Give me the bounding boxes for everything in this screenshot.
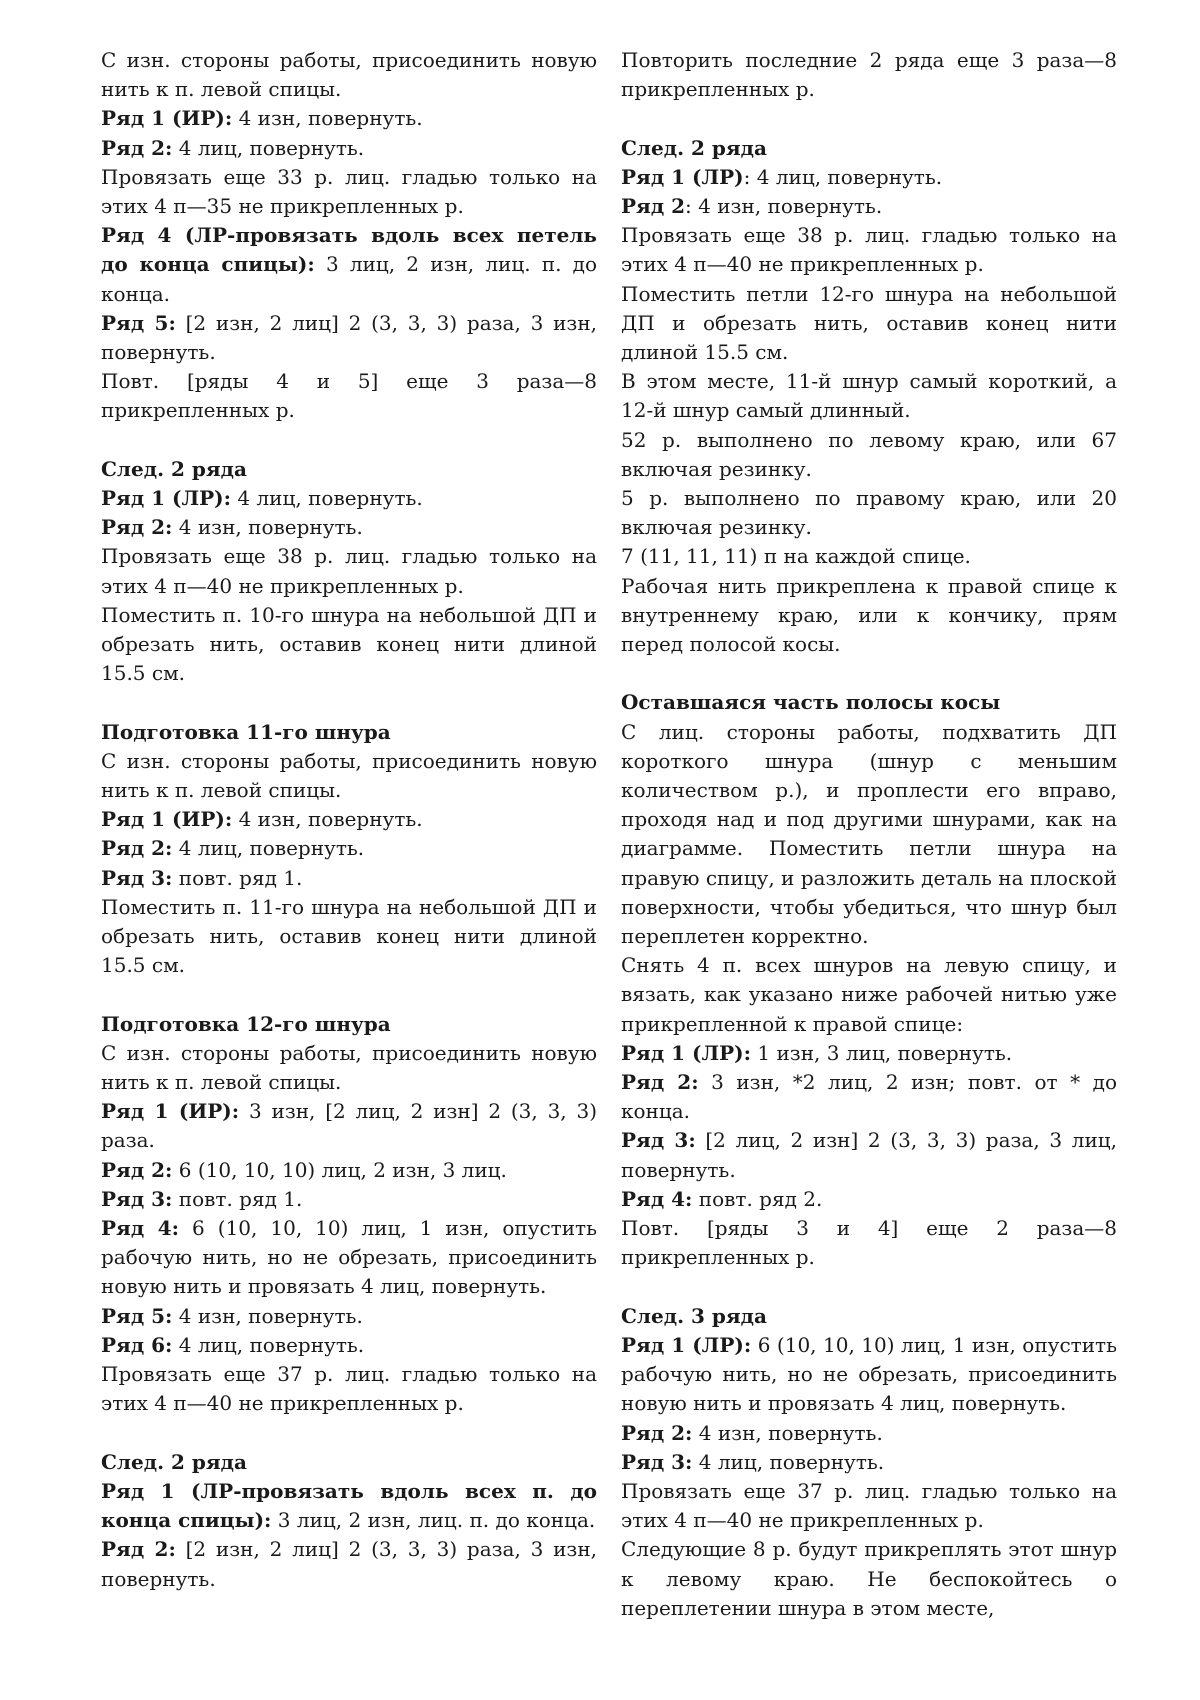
left-column bbox=[101, 46, 597, 1594]
row-text: : 4 лиц, повернуть. bbox=[743, 164, 943, 189]
row-text: 3 лиц, 2 изн, лиц. п. до конца. bbox=[271, 1508, 596, 1533]
row-instruction bbox=[101, 1331, 597, 1360]
paragraph: Следующие 8 р. будут прикреплять этот шнур к левому краю. Не беспокойтесь о переплетении шнура в этом месте, bbox=[621, 1537, 1117, 1620]
row-text: 4 лиц, повернуть. bbox=[172, 135, 365, 160]
row-instruction bbox=[101, 1477, 597, 1535]
row-text: 4 лиц, повернуть. bbox=[172, 1332, 365, 1357]
row-instruction bbox=[101, 221, 597, 309]
row-text: [2 изн, 2 лиц] 2 (3, 3, 3) раза, 3 изн, повернуть. bbox=[101, 310, 598, 365]
row-text: 6 (10, 10, 10) лиц, 2 изн, 3 лиц. bbox=[172, 1157, 507, 1182]
row-label: Ряд 3: bbox=[101, 1186, 173, 1211]
row-instruction bbox=[101, 1097, 597, 1155]
spacer bbox=[101, 1419, 597, 1448]
paragraph: Провязать еще 38 р. лиц. гладью только на этих 4 п—40 не прикрепленных р. bbox=[101, 544, 597, 598]
paragraph: С изн. стороны работы, присоединить новую нить к п. левой спицы. bbox=[101, 48, 597, 102]
row-label: Ряд 3: bbox=[101, 865, 173, 890]
row-text: 4 изн, повернуть. bbox=[172, 515, 363, 540]
row-instruction bbox=[101, 513, 597, 542]
row-instruction bbox=[101, 834, 597, 863]
section-heading: След. 2 ряда bbox=[101, 1449, 247, 1474]
row-instruction bbox=[621, 1331, 1117, 1419]
row-instruction bbox=[621, 163, 1117, 192]
row-instruction bbox=[621, 1068, 1117, 1126]
section-heading: След. 2 ряда bbox=[621, 135, 767, 160]
row-text: : 4 изн, повернуть. bbox=[685, 194, 883, 218]
row-instruction bbox=[621, 1419, 1117, 1448]
row-text: 3 лиц, 2 изн, лиц. п. до конца. bbox=[101, 252, 597, 306]
row-label: Ряд 2 bbox=[621, 194, 686, 218]
paragraph: Провязать еще 37 р. лиц. гладью только на этих 4 п—40 не прикрепленных р. bbox=[101, 1362, 597, 1416]
row-label: Ряд 1 (ИР): bbox=[101, 106, 233, 131]
row-text: 6 (10, 10, 10) лиц, 1 изн, опустить рабочую нить, но не обрезать, присоединить новую нить и провязать 4 лиц, повернуть. bbox=[621, 1332, 1117, 1416]
row-text: 4 изн, повернуть. bbox=[172, 1303, 363, 1328]
paragraph: Рабочая нить прикреплена к правой спице к внутреннему краю, или к кончику, прям перед полосой косы. bbox=[621, 573, 1117, 657]
row-label: Ряд 2: bbox=[101, 836, 173, 861]
section-heading: Оставшаяся часть полосы косы bbox=[621, 690, 1001, 715]
row-instruction bbox=[101, 484, 597, 513]
row-instruction bbox=[101, 805, 597, 834]
paragraph: Поместить п. 11-го шнура на небольшой ДП и обрезать нить, оставив конец нити длиной 15.5 см. bbox=[101, 894, 597, 978]
paragraph: С изн. стороны работы, присоединить новую нить к п. левой спицы. bbox=[101, 1040, 597, 1095]
row-label: Ряд 1 (ИР): bbox=[101, 807, 233, 832]
paragraph: 7 (11, 11, 11) п на каждой спице. bbox=[621, 544, 971, 569]
row-text: 4 лиц, повернуть. bbox=[231, 486, 423, 511]
row-label: Ряд 2: bbox=[101, 1157, 173, 1182]
row-label: Ряд 1 (ЛР): bbox=[101, 486, 232, 511]
row-label: Ряд 2: bbox=[101, 1537, 176, 1562]
row-instruction bbox=[621, 1126, 1117, 1184]
row-label: Ряд 5: bbox=[101, 310, 176, 335]
row-text: 3 изн, *2 лиц, 2 изн; повт. от * до конца. bbox=[621, 1070, 1118, 1124]
paragraph: 5 р. выполнено по правому краю, или 20 включая резинку. bbox=[621, 486, 1117, 540]
paragraph: Повторить последние 2 ряда еще 3 раза—8 прикрепленных р. bbox=[621, 48, 1117, 102]
row-label: Ряд 2: bbox=[101, 515, 173, 540]
paragraph: Поместить петли 12-го шнура на небольшой ДП и обрезать нить, оставив конец нити длиной 15.5 см. bbox=[621, 281, 1117, 365]
paragraph: Провязать еще 37 р. лиц. гладью только на этих 4 п—40 не прикрепленных р. bbox=[621, 1478, 1117, 1533]
row-instruction bbox=[621, 1448, 1117, 1477]
spacer bbox=[621, 1273, 1117, 1302]
paragraph: Снять 4 п. всех шнуров на левую спицу, и вязать, как указано ниже рабочей нитью уже прикрепленной к правой спице: bbox=[621, 953, 1117, 1036]
spacer bbox=[621, 659, 1117, 688]
row-text: 4 лиц, повернуть. bbox=[172, 836, 365, 861]
paragraph: Поместить п. 10-го шнура на небольшой ДП и обрезать нить, оставив конец нити длиной 15.5 см. bbox=[101, 602, 597, 686]
row-text: 3 изн, [2 лиц, 2 изн] 2 (3, 3, 3) раза. bbox=[101, 1099, 597, 1153]
row-label: Ряд 2: bbox=[621, 1070, 699, 1095]
row-label: Ряд 2: bbox=[621, 1420, 693, 1445]
row-instruction bbox=[101, 1156, 597, 1185]
row-label: Ряд 3: bbox=[621, 1449, 693, 1474]
row-instruction bbox=[621, 1185, 1117, 1214]
row-text: [2 изн, 2 лиц] 2 (3, 3, 3) раза, 3 изн, повернуть. bbox=[101, 1537, 598, 1591]
section-heading: След. 2 ряда bbox=[101, 456, 247, 481]
spacer bbox=[101, 980, 597, 1009]
row-instruction bbox=[621, 192, 1117, 221]
row-text: 4 изн, повернуть. bbox=[232, 807, 423, 832]
row-instruction bbox=[101, 1214, 597, 1302]
row-label: Ряд 1 (ЛР): bbox=[621, 1040, 752, 1065]
row-text: повт. ряд 1. bbox=[172, 1186, 303, 1211]
paragraph: С изн. стороны работы, присоединить новую нить к п. левой спицы. bbox=[101, 748, 597, 803]
row-text: [2 лиц, 2 изн] 2 (3, 3, 3) раза, 3 лиц, повернуть. bbox=[621, 1128, 1118, 1182]
row-label: Ряд 4: bbox=[101, 1216, 180, 1241]
section-heading: Подготовка 11-го шнура bbox=[101, 719, 391, 744]
row-label: Ряд 1 (ЛР) bbox=[621, 164, 744, 189]
paragraph: Провязать еще 38 р. лиц. гладью только на этих 4 п—40 не прикрепленных р. bbox=[621, 223, 1117, 277]
paragraph: Повт. [ряды 4 и 5] еще 3 раза—8 прикрепленных р. bbox=[101, 369, 597, 423]
row-label: Ряд 1 (ЛР): bbox=[621, 1332, 752, 1357]
row-instruction bbox=[101, 1185, 597, 1214]
paragraph: Провязать еще 33 р. лиц. гладью только на этих 4 п—35 не прикрепленных р. bbox=[101, 164, 597, 219]
row-text: повт. ряд 2. bbox=[692, 1186, 823, 1211]
row-text: 4 изн, повернуть. bbox=[232, 106, 423, 131]
paragraph: В этом месте, 11-й шнур самый короткий, а 12-й шнур самый длинный. bbox=[621, 369, 1117, 423]
row-instruction bbox=[101, 309, 597, 367]
row-label: Ряд 3: bbox=[621, 1128, 696, 1153]
right-column bbox=[621, 46, 1117, 1623]
row-label: Ряд 4 (ЛР-провязать вдоль всех петель до конца спицы): bbox=[101, 223, 597, 277]
row-text: 6 (10, 10, 10) лиц, 1 изн, опустить рабочую нить, но не обрезать, присоединить новую нить и провязать 4 лиц, повернуть. bbox=[101, 1216, 598, 1299]
row-text: 1 изн, 3 лиц, повернуть. bbox=[751, 1040, 1013, 1065]
row-instruction bbox=[101, 1302, 597, 1331]
row-label: Ряд 1 (ЛР-провязать вдоль всех п. до конца спицы): bbox=[101, 1478, 597, 1533]
row-text: 4 изн, повернуть. bbox=[692, 1420, 883, 1445]
section-heading: Подготовка 12-го шнура bbox=[101, 1011, 391, 1036]
row-instruction bbox=[101, 104, 597, 133]
paragraph: Повт. [ряды 3 и 4] еще 2 раза—8 прикрепленных р. bbox=[621, 1216, 1117, 1270]
row-text: 4 лиц, повернуть. bbox=[692, 1449, 885, 1474]
row-instruction bbox=[101, 864, 597, 893]
row-label: Ряд 1 (ИР): bbox=[101, 1099, 240, 1124]
row-label: Ряд 6: bbox=[101, 1332, 173, 1357]
row-label: Ряд 2: bbox=[101, 135, 173, 160]
row-text: повт. ряд 1. bbox=[172, 865, 303, 890]
section-heading: След. 3 ряда bbox=[621, 1303, 767, 1328]
spacer bbox=[101, 688, 597, 717]
spacer bbox=[101, 426, 597, 455]
paragraph: С лиц. стороны работы, подхватить ДП короткого шнура (шнур с меньшим количеством р.), и проплести его вправо, проходя над и под другими шнурами, как на диаграмме. Поместить петли шнура на правую спицу, и разложить деталь на плоской поверхности, чтобы убедиться, что шнур был переплетен корректно. bbox=[621, 719, 1118, 949]
row-label: Ряд 5: bbox=[101, 1303, 173, 1328]
row-instruction bbox=[101, 134, 597, 163]
paragraph: 52 р. выполнено по левому краю, или 67 включая резинку. bbox=[621, 427, 1117, 481]
row-instruction bbox=[101, 1535, 597, 1593]
row-instruction bbox=[621, 1039, 1117, 1068]
row-label: Ряд 4: bbox=[621, 1186, 693, 1211]
spacer bbox=[621, 104, 1117, 133]
